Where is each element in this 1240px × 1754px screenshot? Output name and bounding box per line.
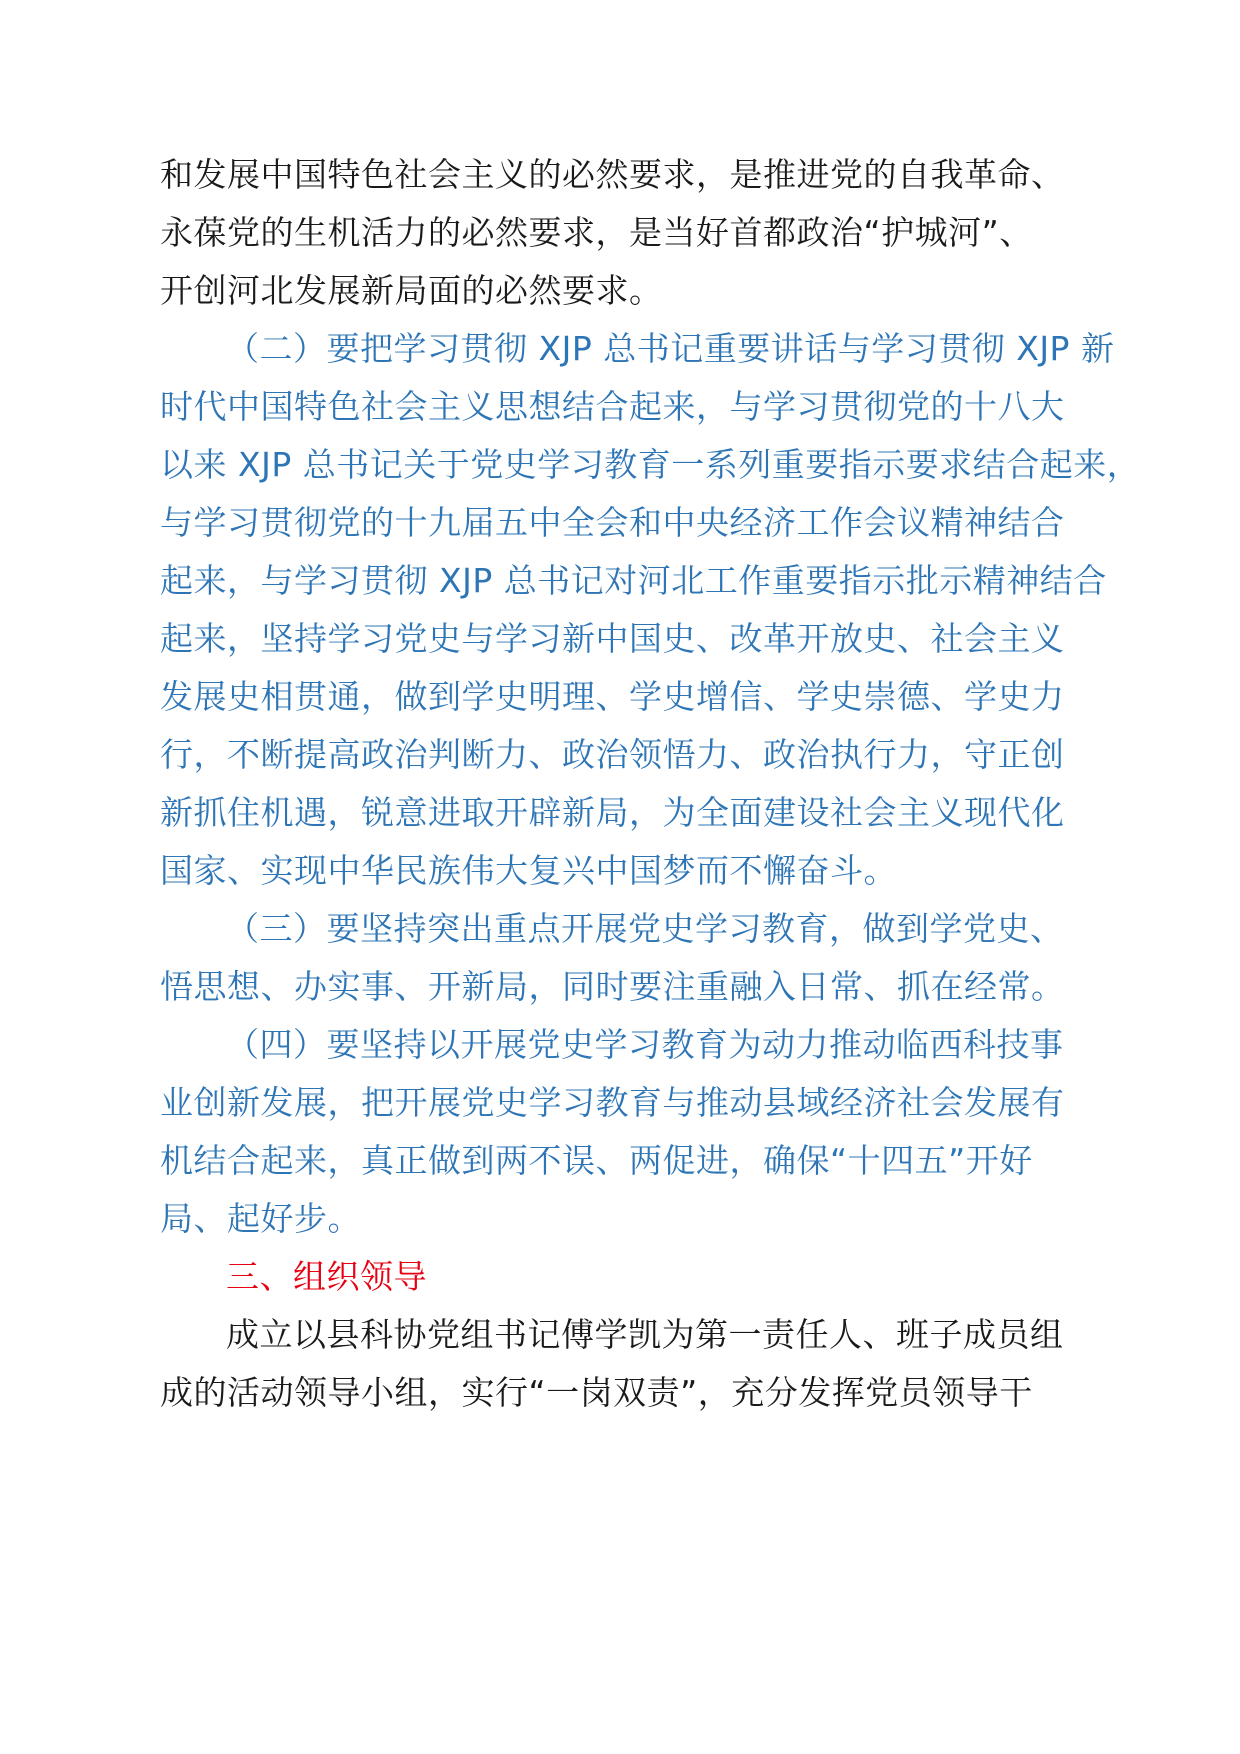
paragraph-line: 成立以县科协党组书记傅学凯为第一责任人、班子成员组 (226, 1315, 1064, 1354)
paragraph-line: 起来，坚持学习党史与学习新中国史、改革开放史、社会主义 (160, 619, 1065, 658)
paragraph-line: 开创河北发展新局面的必然要求。 (160, 271, 663, 310)
paragraph-line: 起来，与学习贯彻 XJP 总书记对河北工作重要指示批示精神结合 (160, 561, 1107, 600)
paragraph-line: 永葆党的生机活力的必然要求，是当好首都政治“护城河”、 (160, 213, 1033, 252)
paragraph-line: 与学习贯彻党的十九届五中全会和中央经济工作会议精神结合 (160, 503, 1065, 542)
paragraph-line: 局、起好步。 (160, 1199, 361, 1238)
paragraph-line: 发展史相贯通，做到学史明理、学史增信、学史崇德、学史力 (160, 677, 1065, 716)
paragraph-line: 时代中国特色社会主义思想结合起来，与学习贯彻党的十八大 (160, 387, 1065, 426)
paragraph-line: 和发展中国特色社会主义的必然要求，是推进党的自我革命、 (160, 155, 1065, 194)
paragraph-line: 业创新发展，把开展党史学习教育与推动县域经济社会发展有 (160, 1083, 1065, 1122)
paragraph-line: （二）要把学习贯彻 XJP 总书记重要讲话与学习贯彻 XJP 新 (226, 329, 1115, 368)
paragraph-line: 以来 XJP 总书记关于党史学习教育一系列重要指示要求结合起来， (160, 445, 1141, 484)
paragraph-line: 行，不断提高政治判断力、政治领悟力、政治执行力，守正创 (160, 735, 1065, 774)
paragraph-line: 成的活动领导小组，实行“一岗双责”，充分发挥党员领导干 (160, 1373, 1033, 1412)
paragraph-line: （三）要坚持突出重点开展党史学习教育，做到学党史、 (226, 909, 1064, 948)
paragraph-line: 国家、实现中华民族伟大复兴中国梦而不懈奋斗。 (160, 851, 897, 890)
paragraph-line: （四）要坚持以开展党史学习教育为动力推动临西科技事 (226, 1025, 1064, 1064)
section-heading: 三、组织领导 (226, 1257, 427, 1296)
paragraph-line: 新抓住机遇，锐意进取开辟新局，为全面建设社会主义现代化 (160, 793, 1065, 832)
paragraph-line: 悟思想、办实事、开新局，同时要注重融入日常、抓在经常。 (160, 967, 1065, 1006)
paragraph-line: 机结合起来，真正做到两不误、两促进，确保“十四五”开好 (160, 1141, 1033, 1180)
